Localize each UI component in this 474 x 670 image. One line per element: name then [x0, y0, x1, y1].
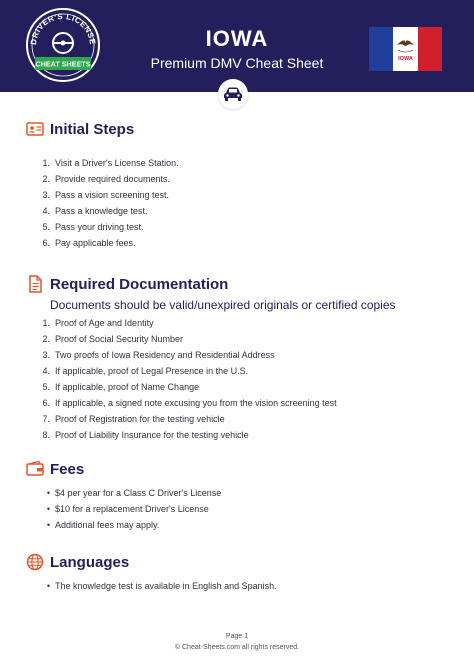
wallet-icon — [26, 460, 44, 478]
flag-text: IOWA — [398, 56, 413, 62]
section-required-documentation — [26, 272, 446, 443]
section-title: Fees — [50, 460, 85, 478]
copyright-text: © Cheat-Sheets.com all rights reserved. — [174, 644, 300, 651]
list-item: 8. Proof of Liability Insurance for the testing vehicle — [42, 430, 249, 440]
page-footer — [0, 631, 474, 653]
list-item: 5. Pass your driving test. — [42, 222, 144, 232]
iowa-flag — [369, 27, 442, 71]
logo-bottom-text: CHEAT SHEETS — [35, 59, 91, 69]
section-subtitle: Documents should be valid/unexpired originals or certified copies — [50, 298, 396, 312]
page-subtitle: Premium DMV Cheat Sheet — [150, 55, 324, 71]
logo-top-text: DRIVER'S LICENSE — [28, 11, 98, 46]
languages-list — [38, 578, 446, 594]
list-item: 1. Proof of Age and Identity — [42, 318, 154, 328]
fees-list — [38, 485, 446, 533]
list-item: • $4 per year for a Class C Driver's License — [46, 488, 222, 498]
id-card-icon — [26, 120, 44, 138]
section-title: Languages — [50, 553, 130, 571]
list-item: • Additional fees may apply. — [46, 520, 160, 530]
section-title: Initial Steps — [50, 120, 135, 138]
list-item: 3. Pass a vision screening test. — [42, 190, 170, 200]
page-header — [0, 0, 474, 92]
state-title: IOWA — [205, 26, 269, 51]
globe-icon — [26, 553, 44, 571]
required-documentation-list — [38, 315, 446, 443]
list-item: 5. If applicable, proof of Name Change — [42, 382, 200, 392]
initial-steps-list — [38, 155, 446, 251]
list-item: 6. If applicable, a signed note excusing you from the vision screening test — [42, 398, 337, 408]
list-item: 6. Pay applicable fees. — [42, 238, 136, 248]
list-item: 2. Proof of Social Security Number — [42, 334, 184, 344]
list-item: 1. Visit a Driver's License Station. — [42, 158, 179, 168]
section-title: Required Documentation — [50, 275, 229, 293]
list-item: 4. Pass a knowledge test. — [42, 206, 148, 216]
list-item: • $10 for a replacement Driver's License — [46, 504, 209, 514]
list-item: 2. Provide required documents. — [42, 174, 171, 184]
section-fees — [26, 457, 446, 533]
section-initial-steps — [26, 117, 446, 251]
document-icon — [26, 275, 44, 293]
list-item: • The knowledge test is available in English and Spanish. — [46, 581, 277, 591]
car-badge — [218, 79, 248, 109]
section-languages — [26, 550, 446, 594]
list-item: 7. Proof of Registration for the testing vehicle — [42, 414, 225, 424]
list-item: 3. Two proofs of Iowa Residency and Residential Address — [42, 350, 275, 360]
car-icon — [223, 86, 243, 102]
list-item: 4. If applicable, proof of Legal Presence in the U.S. — [42, 366, 249, 376]
page-number: Page 1 — [225, 633, 249, 640]
